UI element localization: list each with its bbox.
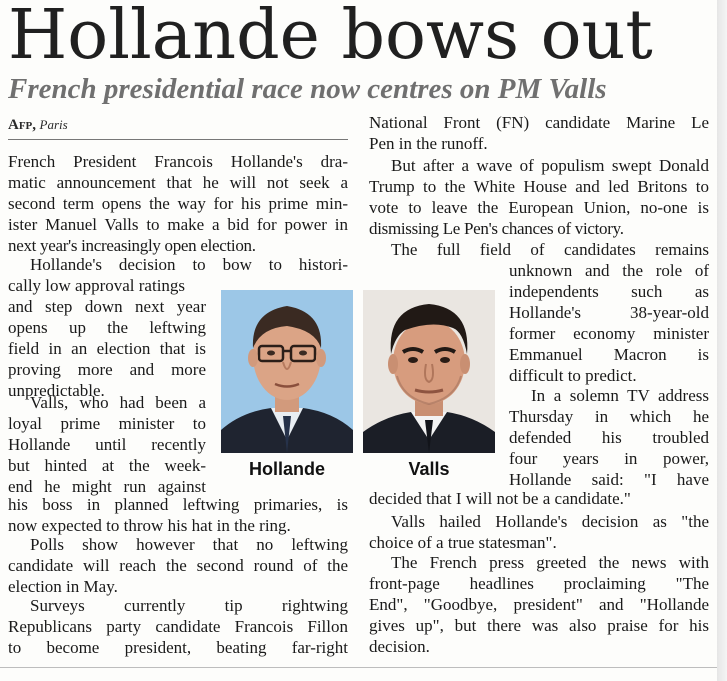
- paragraph-3: [8, 494, 348, 536]
- paragraph-8-narrow: [509, 385, 709, 490]
- paragraph-2-narrow: [8, 296, 206, 401]
- text-line: Hollande said: "I have: [509, 470, 709, 489]
- text-line: choice of a true statesman".: [369, 533, 557, 552]
- text-line: Republicans party candidate Francois Fillon: [8, 617, 348, 636]
- text-line: to become president, beating far-right: [8, 638, 348, 657]
- text-line: opens up the leftwing: [8, 318, 206, 337]
- photo-caption-valls: Valls: [408, 459, 450, 479]
- byline-rule: [8, 139, 348, 140]
- text-line: End", "Goodbye, president" and "Hollande: [369, 595, 709, 614]
- paragraph-3-narrow: [8, 392, 206, 497]
- portrait-hollande-icon: [221, 290, 353, 453]
- text-line: four years in power,: [509, 449, 709, 468]
- text-line: second term opens the way for his prime min-: [8, 194, 348, 213]
- text-line: former economy minister: [509, 324, 709, 343]
- text-line: and step down next year: [8, 297, 206, 316]
- text-line: The full field of candidates remains: [391, 240, 709, 259]
- photo-hollande: [221, 290, 353, 453]
- paragraph-7-narrow: [509, 260, 709, 386]
- text-line: matic announcement that he will not seek a: [8, 173, 348, 192]
- text-line: Emmanuel Macron is: [509, 345, 709, 364]
- text-line: decision.: [369, 637, 430, 656]
- text-line: front-page headlines proclaiming "The: [369, 574, 709, 593]
- text-line: In a solemn TV address: [531, 386, 709, 405]
- headline: Hollande bows out: [8, 0, 653, 75]
- text-line: proving more and more: [8, 360, 206, 379]
- paragraph-continued: [369, 112, 709, 154]
- text-line: end he might run against: [8, 477, 206, 496]
- text-line: Polls show however that no leftwing: [30, 535, 348, 554]
- text-line: candidate will reach the second round of the: [8, 556, 348, 575]
- text-line: now expected to throw his hat in the ring.: [8, 516, 291, 535]
- text-line: But after a wave of populism swept Donald: [391, 156, 709, 175]
- text-line: gives up", but there was also praise for his: [369, 616, 709, 635]
- text-line: ister Manuel Valls to make a bid for power in: [8, 215, 348, 234]
- paragraph-1: [8, 151, 348, 256]
- byline: [8, 116, 68, 135]
- text-line: Thursday in which he: [509, 407, 709, 426]
- paragraph-4: [8, 534, 348, 597]
- text-line: next year's increasingly open election.: [8, 236, 256, 255]
- text-line: Valls hailed Hollande's decision as "the: [391, 512, 709, 531]
- portrait-valls-icon: [363, 290, 495, 453]
- text-line: unpredictable.: [8, 381, 105, 400]
- subhead: French presidential race now centres on PM Valls: [8, 73, 607, 105]
- text-line: unknown and the role of: [509, 261, 709, 280]
- text-line: election in May.: [8, 577, 118, 596]
- text-line: The French press greeted the news with: [391, 553, 709, 572]
- text-line: Hollande's decision to bow to histori-: [30, 255, 348, 274]
- text-line: cally low approval ratings: [8, 276, 186, 295]
- page-bottom-rule: [0, 667, 717, 668]
- text-line: Hollande until recently: [8, 435, 206, 454]
- text-line: Hollande's 38-year-old: [509, 303, 709, 322]
- text-line: defended his troubled: [509, 428, 709, 447]
- byline-place: Paris: [39, 117, 68, 132]
- text-line: but hinted at the week-: [8, 456, 206, 475]
- paragraph-6: [369, 155, 709, 239]
- page-edge-shadow: [717, 0, 727, 681]
- text-line: dismissing Le Pen's chances of victory.: [369, 219, 624, 238]
- text-line: Valls, who had been a: [30, 393, 206, 412]
- text-line: National Front (FN) candidate Marine Le: [369, 113, 709, 132]
- photo-valls: [363, 290, 495, 453]
- paragraph-10: [369, 552, 709, 657]
- text-line: difficult to predict.: [509, 366, 637, 385]
- text-line: his boss in planned leftwing primaries, is: [8, 495, 348, 514]
- text-line: Surveys currently tip rightwing: [30, 596, 348, 615]
- text-line: vote to leave the European Union, no-one is: [369, 198, 709, 217]
- text-line: Pen in the runoff.: [369, 134, 488, 153]
- byline-agency: Afp,: [8, 117, 37, 133]
- text-line: independents such as: [509, 282, 709, 301]
- text-line: loyal prime minister to: [8, 414, 206, 433]
- text-line: decided that I will not be a candidate.": [369, 489, 631, 508]
- paragraph-9: [369, 511, 709, 553]
- paragraph-7: [369, 239, 709, 260]
- text-line: French President Francois Hollande's dra-: [8, 152, 348, 171]
- text-line: Trump to the White House and led Britons to: [369, 177, 709, 196]
- paragraph-5: [8, 595, 348, 658]
- text-line: field in an election that is: [8, 339, 206, 358]
- photo-caption-hollande: Hollande: [248, 459, 325, 479]
- paragraph-8: [369, 488, 709, 509]
